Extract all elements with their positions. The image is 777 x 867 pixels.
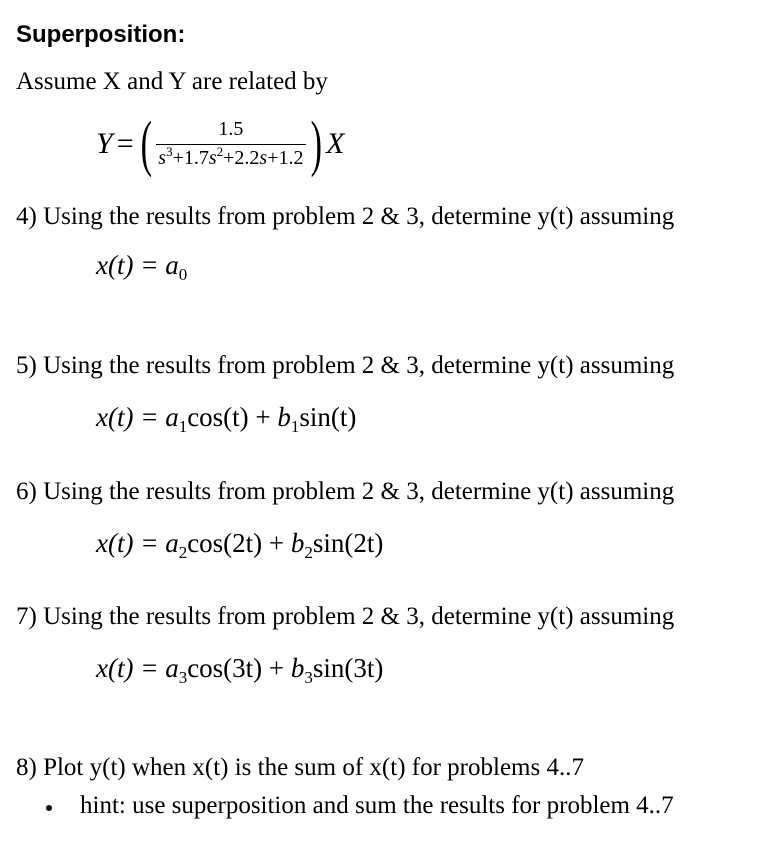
problem-4-input-equation: $x(t) = a_0$ bbox=[96, 250, 188, 284]
transfer-fraction bbox=[156, 118, 305, 170]
problem-6-text: 6) Using the results from problem 2 & 3, determine y(t) assuming bbox=[16, 478, 675, 505]
bullet-icon bbox=[46, 805, 52, 811]
eq-rhs-x: X bbox=[326, 127, 345, 160]
problem-5-text: 5) Using the results from problem 2 & 3, determine y(t) assuming bbox=[16, 352, 675, 379]
problem-4-text: 4) Using the results from problem 2 & 3, determine y(t) assuming bbox=[16, 203, 675, 230]
problem-7-text: 7) Using the results from problem 2 & 3, determine y(t) assuming bbox=[16, 603, 675, 630]
right-paren: ) bbox=[310, 110, 322, 178]
transfer-function-equation bbox=[96, 108, 344, 180]
eq-equals: = bbox=[116, 127, 134, 160]
intro-text: Assume X and Y are related by bbox=[16, 68, 328, 95]
eq-lhs-y: Y bbox=[96, 127, 113, 160]
problem-7-input-equation: $x(t) = a_3\cos(3t) + b_3\sin(3t)$ bbox=[96, 653, 384, 687]
problem-8-hint: hint: use superposition and sum the results for problem 4..7 bbox=[80, 792, 674, 819]
fraction-numerator: 1.5 bbox=[218, 118, 244, 140]
problem-6-input-equation: $x(t) = a_2\cos(2t) + b_2\sin(2t)$ bbox=[96, 528, 384, 562]
left-paren: ( bbox=[140, 110, 152, 178]
problem-5-input-equation: $x(t) = a_1\cos(t) + b_1\sin(t)$ bbox=[96, 402, 357, 436]
fraction-denominator: $s^3+1.7s^2+2.2s+1.2$ bbox=[158, 144, 304, 169]
problem-8-text: 8) Plot y(t) when x(t) is the sum of x(t) for problems 4..7 bbox=[16, 754, 584, 781]
page-heading: Superposition: bbox=[16, 21, 186, 48]
